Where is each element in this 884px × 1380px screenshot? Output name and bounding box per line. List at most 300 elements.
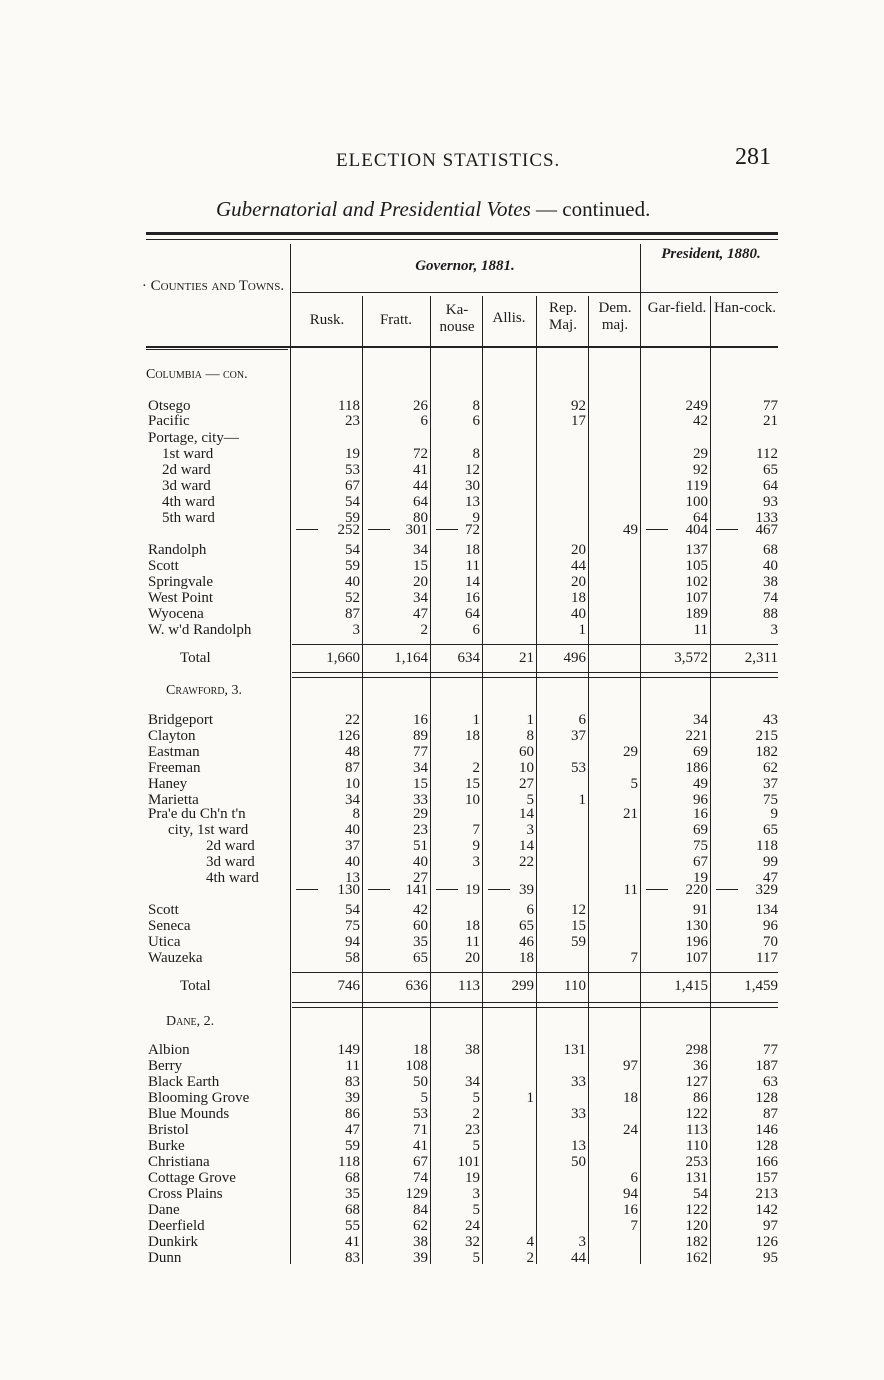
vote-cell: 137 [685,542,708,558]
vote-cell: 11 [465,934,480,950]
vote-cell: 221 [685,728,708,744]
vote-cell: 59 [571,934,586,950]
vote-cell: 68 [763,542,778,558]
vote-cell: 5 [526,792,534,808]
town-name: Eastman [148,744,200,760]
vote-cell: 5 [630,776,638,792]
vote-cell: 298 [685,1042,708,1058]
town-name: Marietta [148,792,199,808]
town-name: Berry [148,1058,183,1074]
vote-cell: 72 [465,522,480,538]
vote-cell: 92 [693,462,708,478]
total-cell: 299 [511,978,534,994]
table-row [0,1202,884,1218]
vote-cell: 118 [338,398,360,414]
total-top-rule [292,644,778,645]
table-row [0,712,884,728]
total-cell: 113 [458,978,480,994]
total-label: Total [180,650,211,666]
town-name: Black Earth [148,1074,220,1090]
vote-cell: 53 [345,462,360,478]
vote-cell: 102 [685,574,708,590]
vote-cell: 22 [519,854,534,870]
vote-cell: 16 [465,590,480,606]
vote-cell: 18 [623,1090,638,1106]
col-header-fratt: Fratt. [379,312,413,328]
total-cell: 634 [457,650,480,666]
vote-cell: 64 [693,510,708,526]
vote-cell: 53 [413,1106,428,1122]
vote-cell: 22 [345,712,360,728]
page-subtitle [216,197,650,222]
total-bottom-rule [292,1007,778,1008]
vote-cell: 69 [693,744,708,760]
subtotal-row [0,882,884,898]
vote-cell: 4 [526,1234,534,1250]
vote-cell: 39 [519,882,534,898]
town-name: Albion [148,1042,190,1058]
header-bottom-rule [146,346,778,348]
vote-cell: 5 [472,1202,480,1218]
vote-cell: 8 [472,446,480,462]
vote-cell: 96 [693,792,708,808]
vote-cell: 80 [413,510,428,526]
town-name: Haney [148,776,188,792]
table-row [0,398,884,414]
vote-cell: 65 [763,822,778,838]
vote-cell: 54 [345,494,360,510]
vote-cell: 134 [755,902,778,918]
total-cell: 3,572 [674,650,708,666]
vote-cell: 72 [413,446,428,462]
vote-cell: 42 [693,413,708,429]
vote-cell: 110 [686,1138,708,1154]
vote-cell: 6 [526,902,534,918]
town-name: 4th ward [206,870,259,886]
table-row [0,1074,884,1090]
section-title: Crawford, 3. [166,683,243,698]
vote-cell: 117 [756,950,778,966]
vote-cell: 51 [413,838,428,854]
vote-cell: 131 [685,1170,708,1186]
vote-cell: 20 [571,542,586,558]
table-row [0,1234,884,1250]
table-row [0,1186,884,1202]
vote-cell: 48 [345,744,360,760]
vote-cell: 10 [465,792,480,808]
vote-cell: 5 [472,1090,480,1106]
town-name: Clayton [148,728,196,744]
vote-cell: 59 [345,558,360,574]
table-row [0,934,884,950]
vote-cell: 62 [763,760,778,776]
vote-cell: 38 [413,1234,428,1250]
town-name: W. w'd Randolph [148,622,252,638]
town-name: city, 1st ward [168,822,249,838]
vote-cell: 9 [472,510,480,526]
total-cell: 1,459 [744,978,778,994]
vote-cell: 2 [472,1106,480,1122]
page-number: 281 [735,144,771,170]
vote-cell: 19 [465,882,480,898]
total-top-rule [292,972,778,973]
running-head: ELECTION STATISTICS. [336,150,561,171]
town-name: Cottage Grove [148,1170,236,1186]
vote-cell: 253 [685,1154,708,1170]
vote-cell: 40 [571,606,586,622]
vote-cell: 64 [763,478,778,494]
vote-cell: 128 [755,1138,778,1154]
subtotal-rule [436,889,458,890]
subtotal-rule [716,529,738,530]
vote-cell: 7 [630,1218,638,1234]
vote-cell: 5 [420,1090,428,1106]
vote-cell: 58 [345,950,360,966]
vote-cell: 126 [337,728,360,744]
vote-cell: 44 [413,478,428,494]
vote-cell: 43 [763,712,778,728]
table-row [0,902,884,918]
town-name: Wauzeka [148,950,203,966]
table-row [0,446,884,462]
vote-cell: 10 [345,776,360,792]
vote-cell: 40 [345,574,360,590]
vote-cell: 19 [693,870,708,886]
vote-cell: 17 [571,413,586,429]
vote-cell: 41 [413,462,428,478]
table-row [0,1058,884,1074]
town-name: Pra'e du Ch'n t'n [148,806,246,822]
vote-cell: 35 [413,934,428,950]
total-cell: 2,311 [744,650,778,666]
town-name: 2d ward [162,462,211,478]
total-cell: 1,164 [394,650,428,666]
town-name: Bridgeport [148,712,213,728]
vote-cell: 93 [763,494,778,510]
top-rule-thin [146,239,778,240]
vote-cell: 14 [465,574,480,590]
vote-cell: 62 [413,1218,428,1234]
vote-cell: 126 [755,1234,778,1250]
vote-cell: 27 [519,776,534,792]
stub-header [138,278,288,295]
vote-cell: 2 [526,1250,534,1266]
town-name: Bristol [148,1122,189,1138]
table-row [0,1090,884,1106]
town-name: 5th ward [162,510,215,526]
vote-cell: 3 [472,1186,480,1202]
vote-cell: 87 [763,1106,778,1122]
table-row [0,1106,884,1122]
vote-cell: 40 [345,822,360,838]
vote-cell: 67 [413,1154,428,1170]
vote-cell: 97 [623,1058,638,1074]
vote-cell: 8 [352,806,360,822]
vote-cell: 329 [755,882,778,898]
vote-cell: 40 [345,854,360,870]
vote-cell: 11 [345,1058,360,1074]
col-header-garfield: Gar-field. [647,300,707,316]
total-bottom-rule [292,677,778,678]
vote-cell: 11 [693,622,708,638]
town-name: Christiana [148,1154,210,1170]
section-title: Columbia — con. [146,367,248,382]
vote-cell: 182 [685,1234,708,1250]
vote-cell: 38 [465,1042,480,1058]
vote-cell: 67 [345,478,360,494]
vote-cell: 23 [465,1122,480,1138]
vote-cell: 13 [345,870,360,886]
vote-cell: 11 [623,882,638,898]
vote-cell: 8 [526,728,534,744]
vote-cell: 108 [405,1058,428,1074]
vote-cell: 15 [413,776,428,792]
vote-cell: 33 [571,1074,586,1090]
vote-cell: 65 [763,462,778,478]
table-row [0,574,884,590]
vote-cell: 5 [472,1138,480,1154]
vote-cell: 29 [623,744,638,760]
vote-cell: 84 [413,1202,428,1218]
vote-cell: 68 [345,1170,360,1186]
vote-cell: 34 [345,792,360,808]
table-row [0,1170,884,1186]
town-name: Blooming Grove [148,1090,250,1106]
vote-cell: 63 [763,1074,778,1090]
vote-cell: 16 [623,1202,638,1218]
vote-cell: 404 [685,522,708,538]
vote-cell: 83 [345,1074,360,1090]
col-header-kanouse: Ka-nouse [439,302,475,335]
vote-cell: 95 [763,1250,778,1266]
total-bottom-rule [292,1002,778,1003]
vote-cell: 91 [693,902,708,918]
vote-cell: 34 [465,1074,480,1090]
vote-cell: 2 [420,622,428,638]
town-name: Dunn [148,1250,182,1266]
vote-cell: 70 [763,934,778,950]
vote-cell: 87 [345,760,360,776]
vote-cell: 94 [623,1186,638,1202]
town-name: Seneca [148,918,191,934]
subtotal-rule [296,889,318,890]
vote-cell: 30 [465,478,480,494]
vote-cell: 54 [345,902,360,918]
table-row [0,606,884,622]
subtotal-row [0,522,884,538]
town-name: Pacific [148,413,190,429]
vote-cell: 55 [345,1218,360,1234]
vote-cell: 16 [413,712,428,728]
vote-cell: 301 [405,522,428,538]
vote-cell: 32 [465,1234,480,1250]
vote-cell: 36 [693,1058,708,1074]
table-row [0,1138,884,1154]
col-header-hancock: Han-cock. [713,300,777,316]
town-name: Otsego [148,398,191,414]
town-name: Dunkirk [148,1234,198,1250]
vote-cell: 18 [465,542,480,558]
vote-cell: 1 [526,712,534,728]
subtotal-rule [368,529,390,530]
vote-cell: 157 [755,1170,778,1186]
vote-cell: 187 [755,1058,778,1074]
vote-cell: 60 [413,918,428,934]
vote-cell: 64 [465,606,480,622]
vote-cell: 14 [519,806,534,822]
vote-cell: 18 [465,918,480,934]
vote-cell: 1 [526,1090,534,1106]
vote-cell: 107 [685,590,708,606]
vote-cell: 86 [345,1106,360,1122]
vote-cell: 162 [685,1250,708,1266]
vote-cell: 46 [519,934,534,950]
town-name: Springvale [148,574,213,590]
vote-cell: 27 [413,870,428,886]
vote-cell: 75 [693,838,708,854]
vote-cell: 50 [413,1074,428,1090]
vote-cell: 12 [465,462,480,478]
vote-cell: 96 [763,918,778,934]
total-label: Total [180,978,211,994]
vote-cell: 3 [472,854,480,870]
vote-cell: 18 [465,728,480,744]
vote-cell: 12 [571,902,586,918]
total-cell: 636 [405,978,428,994]
col-header-dem-maj: Dem. maj. [598,300,632,333]
group-header-rule [292,292,778,293]
section-title: Dane, 2. [166,1014,215,1029]
vote-cell: 15 [571,918,586,934]
table-row [0,1122,884,1138]
table-row [0,918,884,934]
vote-cell: 182 [755,744,778,760]
vote-cell: 220 [685,882,708,898]
table-row [0,950,884,966]
vote-cell: 20 [571,574,586,590]
town-name: Cross Plains [148,1186,223,1202]
vote-cell: 47 [345,1122,360,1138]
vote-cell: 10 [519,760,534,776]
vote-cell: 41 [345,1234,360,1250]
town-name: Scott [148,558,179,574]
vote-cell: 74 [413,1170,428,1186]
president-group-header: President, 1880. [661,246,761,262]
vote-cell: 24 [465,1218,480,1234]
vote-cell: 2 [472,760,480,776]
total-cell: 1,415 [674,978,708,994]
table-row [0,1154,884,1170]
vote-cell: 34 [413,542,428,558]
vote-cell: 107 [685,950,708,966]
vote-cell: 141 [405,882,428,898]
vote-cell: 18 [413,1042,428,1058]
town-name: 2d ward [206,838,255,854]
total-bottom-rule [292,672,778,673]
table-row [0,430,884,446]
vote-cell: 119 [686,478,708,494]
vote-cell: 213 [755,1186,778,1202]
vote-cell: 83 [345,1250,360,1266]
vote-cell: 50 [571,1154,586,1170]
vote-cell: 44 [571,558,586,574]
town-name: Portage, city— [148,430,239,446]
vote-cell: 113 [686,1122,708,1138]
vote-cell: 127 [685,1074,708,1090]
governor-group-header: Governor, 1881. [415,258,515,274]
town-name: Wyocena [148,606,204,622]
vote-cell: 99 [763,854,778,870]
vote-cell: 35 [345,1186,360,1202]
vote-cell: 146 [755,1122,778,1138]
vote-cell: 21 [623,806,638,822]
vote-cell: 14 [519,838,534,854]
table-row [0,1250,884,1266]
subtotal-rule [436,529,458,530]
table-row [0,462,884,478]
vote-cell: 118 [756,838,778,854]
table-row [0,1042,884,1058]
vote-cell: 249 [685,398,708,414]
vote-cell: 53 [571,760,586,776]
vote-cell: 118 [338,1154,360,1170]
vote-cell: 142 [755,1202,778,1218]
vote-cell: 75 [345,918,360,934]
vote-cell: 189 [685,606,708,622]
vote-cell: 252 [337,522,360,538]
vote-cell: 77 [763,398,778,414]
vote-cell: 77 [413,744,428,760]
vote-cell: 44 [571,1250,586,1266]
vote-cell: 74 [763,590,778,606]
vote-cell: 6 [472,413,480,429]
vote-cell: 196 [685,934,708,950]
vote-cell: 29 [693,446,708,462]
town-name: 3d ward [162,478,211,494]
vote-cell: 20 [413,574,428,590]
vote-cell: 40 [763,558,778,574]
vote-cell: 59 [345,1138,360,1154]
town-name: 4th ward [162,494,215,510]
vote-cell: 3 [352,622,360,638]
vote-cell: 166 [755,1154,778,1170]
vote-cell: 47 [413,606,428,622]
table-row [0,838,884,854]
vote-cell: 130 [337,882,360,898]
table-row [0,558,884,574]
vote-cell: 64 [413,494,428,510]
stub-header-text: · Counties and Towns. [141,278,285,294]
total-cell: 21 [519,650,534,666]
vote-cell: 69 [693,822,708,838]
vote-cell: 11 [465,558,480,574]
vote-cell: 131 [563,1042,586,1058]
subtotal-rule [488,889,510,890]
vote-cell: 97 [763,1218,778,1234]
vote-cell: 129 [405,1186,428,1202]
vote-cell: 34 [413,760,428,776]
vote-cell: 86 [693,1090,708,1106]
vote-cell: 3 [526,822,534,838]
vote-cell: 13 [465,494,480,510]
vote-cell: 16 [693,806,708,822]
vote-cell: 49 [693,776,708,792]
vote-cell: 24 [623,1122,638,1138]
vote-cell: 19 [345,446,360,462]
table-row [0,494,884,510]
vote-cell: 15 [413,558,428,574]
vote-cell: 9 [770,806,778,822]
